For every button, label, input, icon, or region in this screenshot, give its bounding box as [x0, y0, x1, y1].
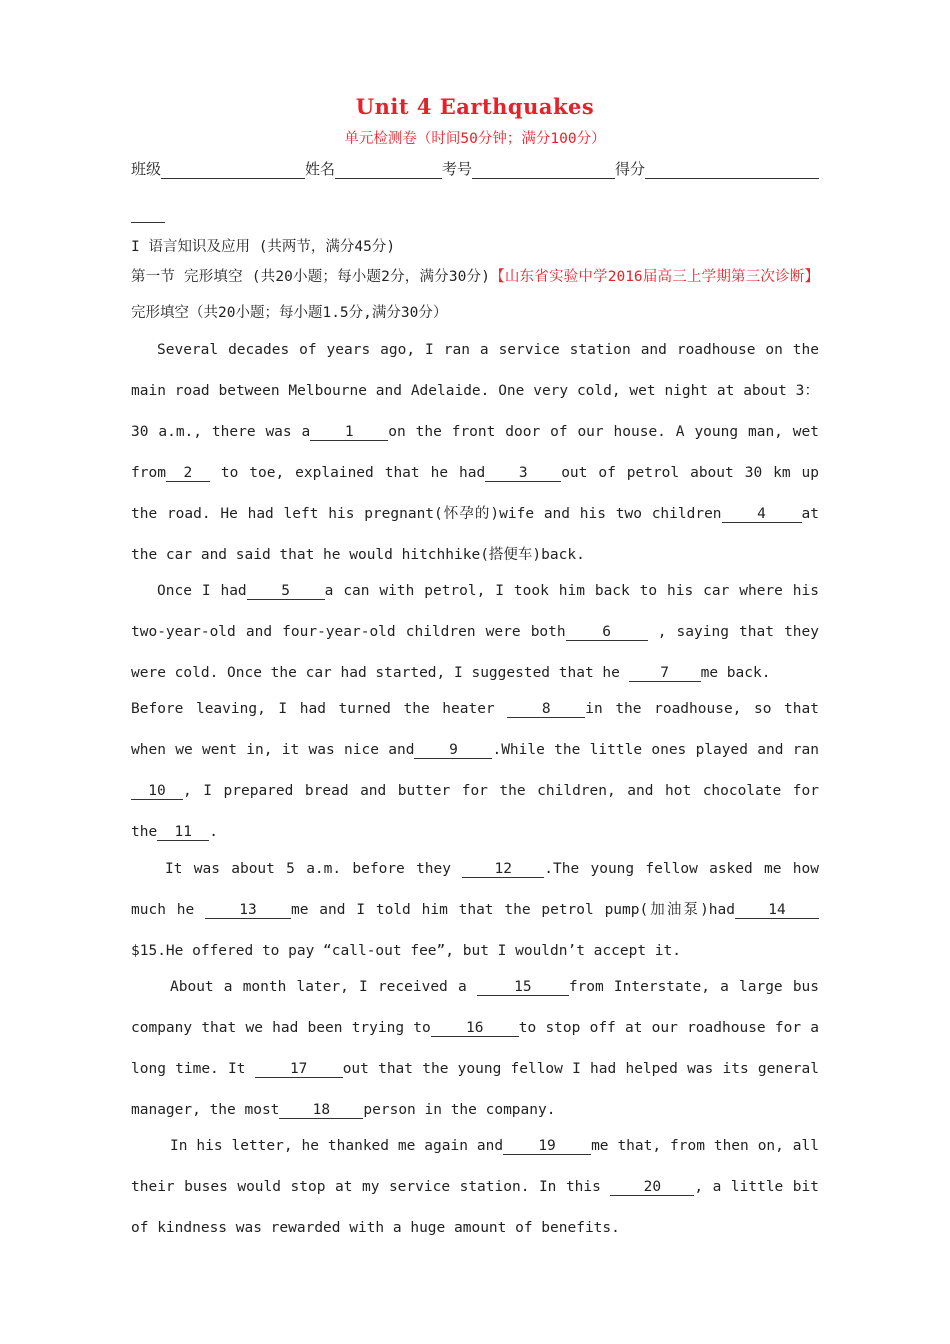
blank-1[interactable]: 1 — [310, 424, 388, 441]
passage-text: $15.He offered to pay “call-out fee”, but I wouldn’t accept it. — [131, 943, 681, 959]
blank-19[interactable]: 19 — [503, 1138, 591, 1155]
section1-heading — [131, 259, 819, 331]
blank-8[interactable]: 8 — [507, 701, 585, 718]
score-field-continuation — [131, 206, 165, 223]
passage-text: Before leaving, I had turned the heater — [131, 701, 508, 717]
passage-text: It was about 5 a.m. before they — [165, 861, 463, 877]
passage-text: About a month later, I received a — [170, 979, 477, 995]
section1-label: 第一节 完形填空 (共20小题；每小题2分，满分30分) — [131, 269, 490, 285]
blank-18[interactable]: 18 — [279, 1102, 363, 1119]
blank-4[interactable]: 4 — [722, 506, 802, 523]
student-info-row — [131, 158, 819, 179]
blank-3[interactable]: 3 — [485, 465, 561, 482]
blank-17[interactable]: 17 — [255, 1061, 343, 1078]
page-title: Unit 4 Earthquakes — [355, 94, 595, 119]
passage-text: a can with petrol, I took him back to his car where his two-year-old and four-year-old children were both — [131, 583, 819, 640]
blank-5[interactable]: 5 — [247, 583, 325, 600]
passage-text: , a little bit of kindness was rewarded with a huge amount of benefits. — [131, 1179, 820, 1236]
blank-7[interactable]: 7 — [629, 665, 701, 682]
exam-page — [131, 90, 819, 1249]
passage-text: me that, from then on, all their buses would stop at my service station. In this — [131, 1138, 819, 1195]
number-label: 考号 — [442, 160, 473, 178]
passage-text: me back. — [700, 665, 771, 681]
passage-text: from Interstate, a large bus company that we had been trying to — [131, 979, 820, 1036]
number-field[interactable] — [472, 162, 615, 179]
blank-9[interactable]: 9 — [414, 742, 492, 759]
passage-paragraph-5 — [131, 967, 819, 1131]
blank-11[interactable]: 11 — [157, 824, 209, 841]
blank-10[interactable]: 10 — [131, 783, 183, 800]
blank-16[interactable]: 16 — [431, 1020, 519, 1037]
passage-paragraph-3 — [131, 689, 819, 853]
class-field[interactable] — [161, 162, 305, 179]
class-label: 班级 — [131, 160, 162, 178]
passage-text: . — [209, 824, 218, 840]
name-label: 姓名 — [305, 160, 336, 178]
score-label: 得分 — [615, 160, 646, 178]
passage-text: Several decades of years ago, I ran a service station and roadhouse on the main road between Melbourne and Adelaide. One very cold, wet night at about 3：30 a.m., there was a — [131, 342, 819, 440]
passage-text: Once I had — [157, 583, 247, 599]
passage-text: out of petrol about 30 km up the road. He had left his pregnant(怀孕的)wife and his two children — [131, 465, 820, 522]
passage-text: In his letter, he thanked me again and — [170, 1138, 504, 1154]
passage-paragraph-4 — [131, 849, 819, 972]
passage-text: out that the young fellow I had helped was its general manager, the most — [131, 1061, 819, 1118]
score-field[interactable] — [645, 162, 819, 179]
section1-source: 【山东省实验中学2016届高三上学期第三次诊断】 — [489, 269, 819, 285]
passage-text: at the car and said that he would hitchhike(搭便车)back. — [131, 506, 819, 563]
passage-paragraph-1 — [131, 330, 819, 576]
passage-text: in the roadhouse, so that when we went in, it was nice and — [131, 701, 819, 758]
section1-desc: 完形填空（共20小题；每小题1.5分,满分30分） — [131, 305, 448, 321]
name-field[interactable] — [335, 162, 442, 179]
passage-text: person in the company. — [363, 1102, 556, 1118]
passage-text: to toe, explained that he had — [220, 465, 486, 481]
passage-text: on the front door of our house. A young man, wet from — [131, 424, 819, 481]
passage-text: to stop off at our roadhouse for a long time. It — [131, 1020, 820, 1077]
passage-paragraph-2 — [131, 571, 819, 694]
blank-13[interactable]: 13 — [205, 902, 291, 919]
blank-12[interactable]: 12 — [462, 861, 544, 878]
page-subtitle: 单元检测卷（时间50分钟；满分100分） — [344, 131, 606, 147]
blank-15[interactable]: 15 — [477, 979, 569, 996]
passage-paragraph-6 — [131, 1126, 819, 1249]
passage-text: , I prepared bread and butter for the children, and hot chocolate for the — [131, 783, 819, 840]
blank-20[interactable]: 20 — [610, 1179, 694, 1196]
passage-text: me and I told him that the petrol pump(加油泵)had — [291, 902, 735, 918]
passage-text: .While the little ones played and ran — [492, 742, 819, 758]
passage-text: .The young fellow asked me how much he — [131, 861, 819, 918]
blank-2[interactable]: 2 — [166, 465, 210, 482]
passage-text: , saying that they were cold. Once the car had started, I suggested that he — [131, 624, 819, 681]
section-heading: I 语言知识及应用 (共两节，满分45分) — [131, 239, 396, 255]
blank-14[interactable]: 14 — [735, 902, 819, 919]
blank-6[interactable]: 6 — [566, 624, 648, 641]
